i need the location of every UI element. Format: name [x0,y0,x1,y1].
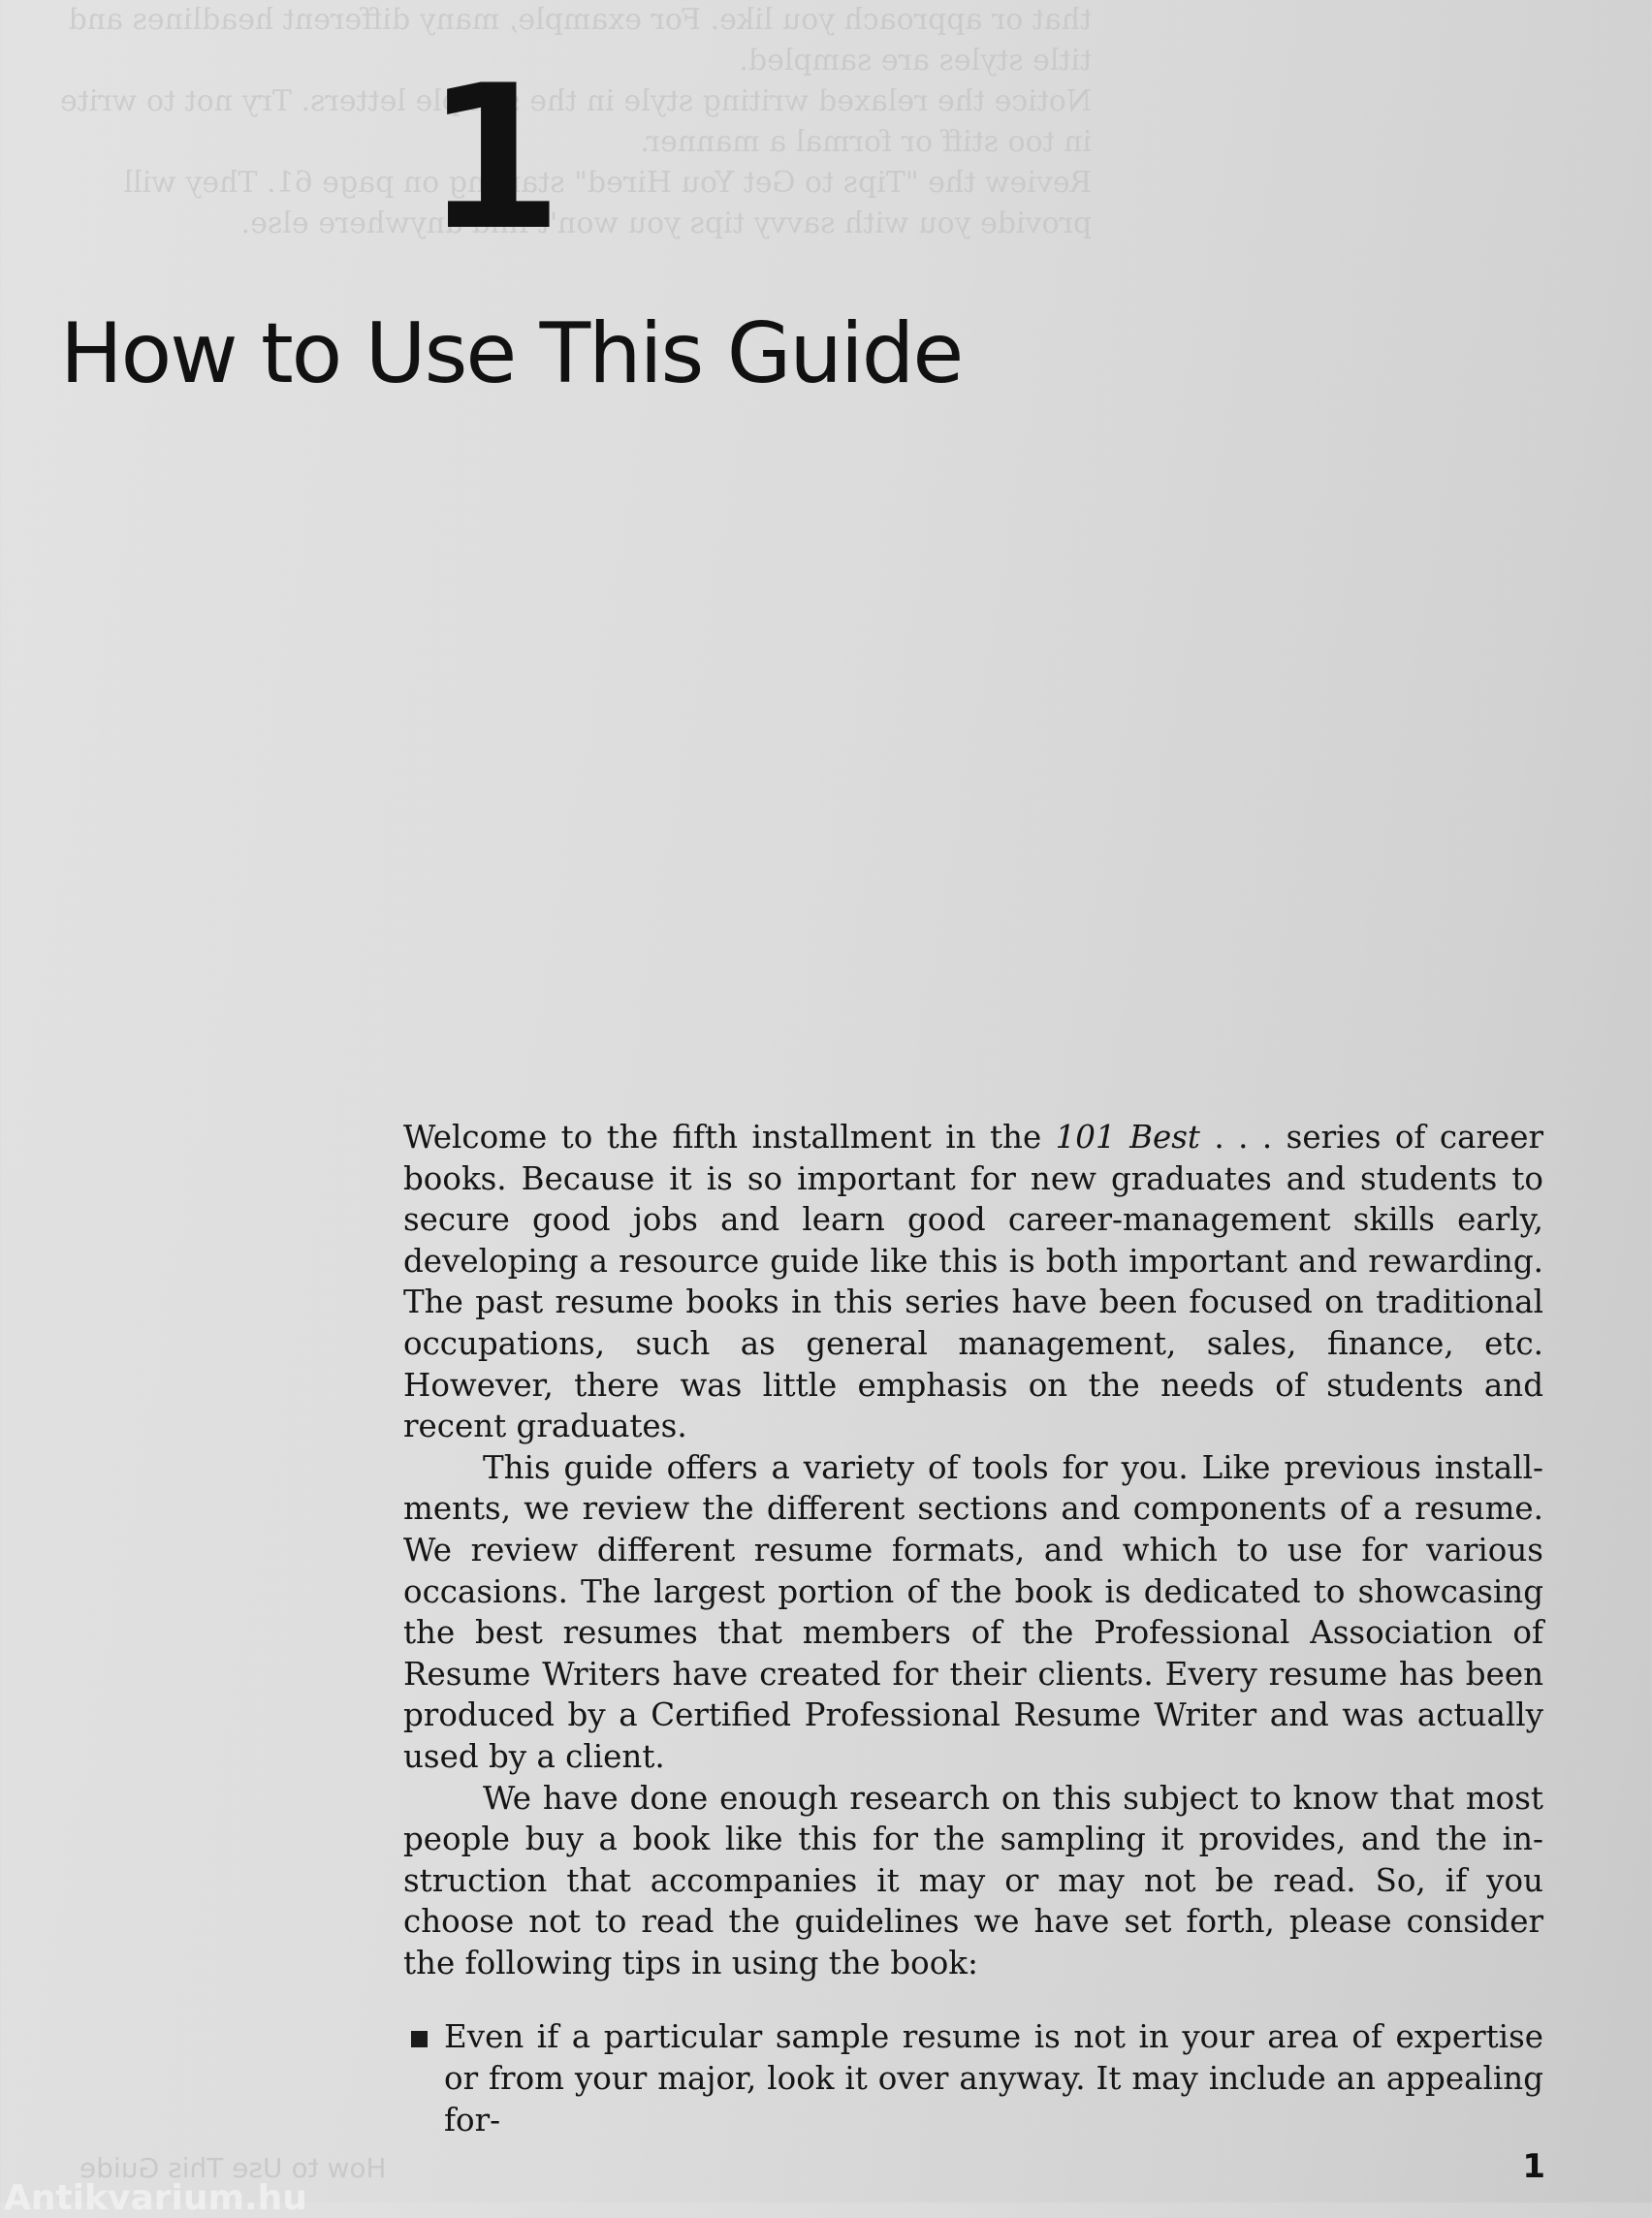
intro-paragraph: Welcome to the fifth installment in the 101 Best . . . series of career books. Because it is so important for new graduates and students to secure good jobs and learn good career-management skills early, developing a resource guide like this is both important and rewarding. The past resume books in this series have been focused on traditional occupations, such as general management, sales, finance, etc. However, there was little emphasis on the needs of students and recent graduates. [403,1119,1543,1445]
tools-paragraph: This guide offers a variety of tools for you. Like previous installments, we review the different sections and components of a resume. We review different resume formats, and which to use for various occasions. The largest portion of the book is dedicated to showcasing the best resumes that members of the Professional Association of Resume Writers have created for their clients. Every resume has been produced by a Certified Professional Resume Writer and was actually used by a client. [403,1448,1543,1775]
page-number: 1 [1522,2147,1545,2186]
chapter-title: How to Use This Guide [60,305,963,402]
square-bullet-icon [411,2031,428,2047]
tips-list [403,2016,1543,2140]
bullet-text: Even if a particular sample resume is not in your area of expertise or from your major, look it over anyway. It may include an appealing for- [444,2018,1543,2139]
running-head: How to Use This Guide [79,2152,387,2184]
research-paragraph: We have done enough research on this subject to know that most people buy a book like this for the sampling it provides, and the instruction that accompanies it may or may not be read. So, if you choose not to read the guidelines we have set forth, please consider the following tips in using the book: [403,1779,1543,1981]
list-item [403,2016,1543,2140]
chapter-number: 1 [425,44,559,274]
watermark: Antikvarium.hu [4,2178,307,2218]
show-through-text: that or approach you like. For example, many different headlines and title styles are sampled. Notice the relaxed writing style in the sample letters. Try not to write in too stiff or formal a manner. Review the "Tips to Get You Hired" starting on page 61. They will provide you with savvy tips you won't find anywhere else. [60,3,1093,240]
body-text [403,1117,1543,2140]
series-title: 101 Best [1055,1119,1200,1156]
